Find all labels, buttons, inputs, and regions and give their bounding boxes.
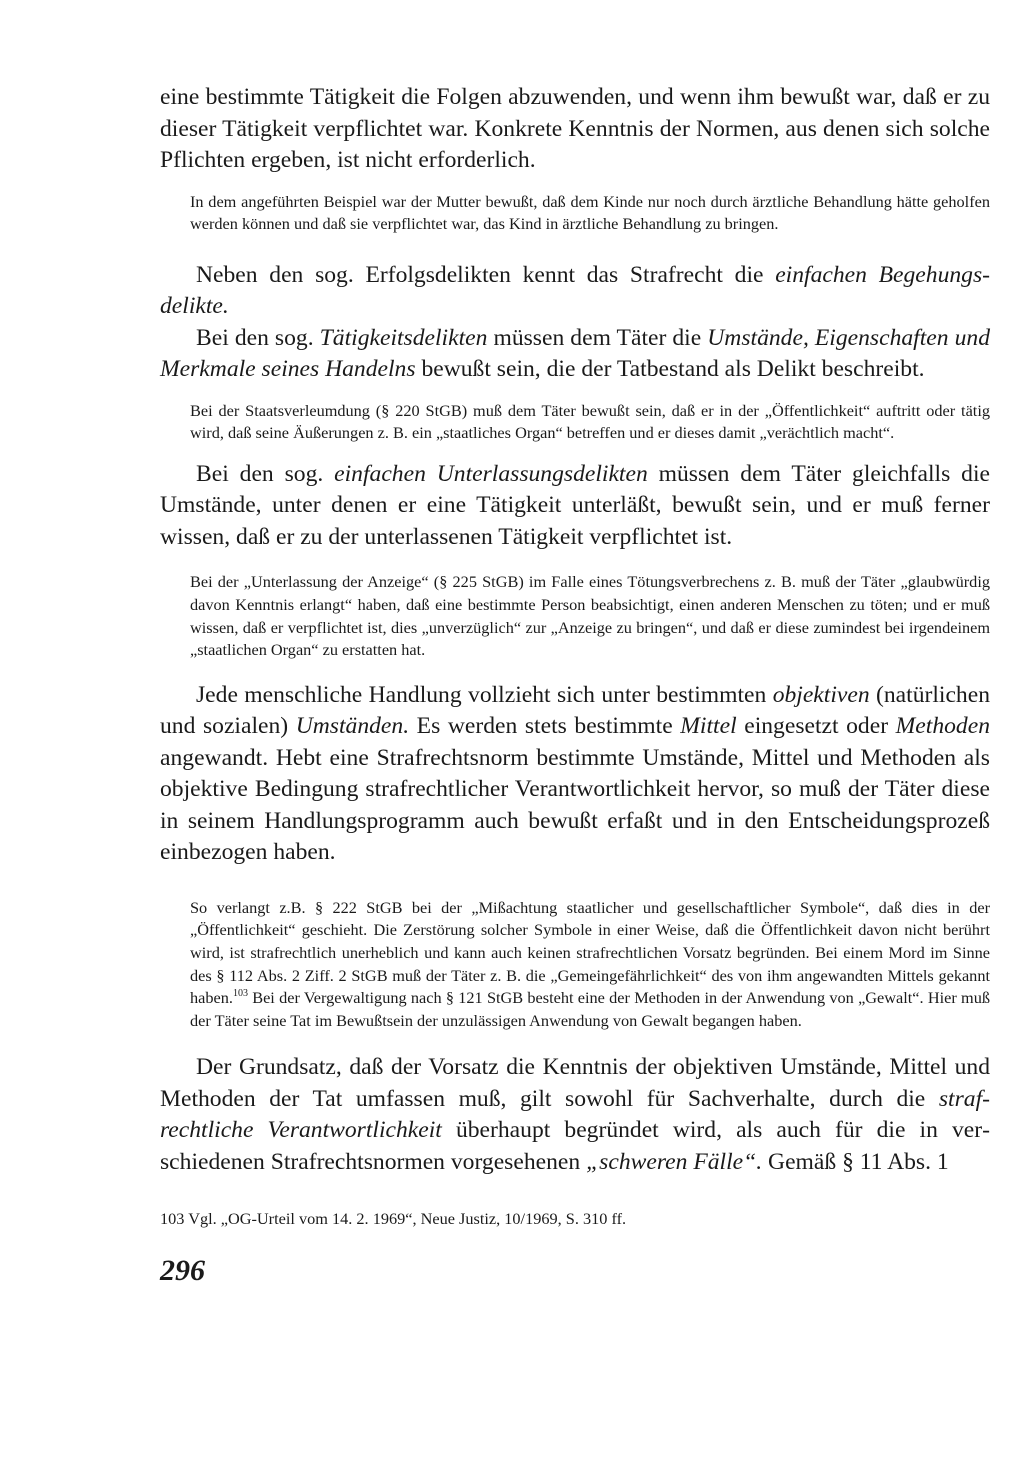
paragraph-5-emphasis-c: Mittel xyxy=(680,713,737,740)
paragraph-3-emphasis-a: Tätigkeitsdelikten xyxy=(319,324,488,351)
paragraph-5 xyxy=(160,680,990,869)
paragraph-6 xyxy=(160,1052,990,1178)
paragraph-2 xyxy=(160,260,990,323)
example-4 xyxy=(190,897,990,1033)
example-3 xyxy=(190,571,990,661)
example-4-text-b: Bei der Vergewaltigung nach § 121 StGB besteht eine der Methoden in der Anwendung von „Gewalt“. Hier muß der Täter seine Tat im Bewußtsein der unzulässigen Anwendung von Gewalt begangen haben. xyxy=(190,988,990,1030)
paragraph-2-text: Neben den sog. Erfolgsdelikten kennt das Strafrecht die xyxy=(196,261,776,288)
example-1 xyxy=(190,191,990,236)
paragraph-4-text-b: müssen dem Täter gleichfalls die Umstände, unter denen er eine Tätigkeit unterläßt, bewußt sein, und er muß ferner wissen, daß er zu der unterlassenen Tätigkeit verpflichtet ist. xyxy=(160,460,990,550)
paragraph-6-emphasis-a: strafrechtliche Verantwortlichkeit xyxy=(160,1085,990,1144)
example-4-text-a: So verlangt z.B. § 222 StGB bei der „Mißachtung staatlicher und gesellschaftlicher Symbole“, daß dies in der „Öffentlichkeit“ geschieht. Die Zerstörung solcher Symbole in einer Weise, daß die Öffentlichkeit davon nicht berührt wird, ist strafrechtlich unerheblich und kann auch keinen strafrechtlichen Vorsatz begründen. Bei einem Mord im Sinne des § 112 Abs. 2 Ziff. 2 StGB muß der Täter z. B. die „Gemeingefährlichkeit“ des von ihm angewandten Mittels gekannt haben. xyxy=(190,897,990,1008)
footnote-reference: 103 xyxy=(232,988,248,1000)
example-3-text: Bei der „Unterlassung der Anzeige“ (§ 225 StGB) im Falle eines Tötungsverbrechens z. B. muß der Täter „glaubwürdig davon Kenntnis erlangt“ haben, daß eine bestimmte Person beabsichtigt, einen anderen Menschen zu töten; und er muß wissen, daß er verpflichtet ist, dies „unverzüglich“ zur „Anzeige zu bringen“, und daß er diese zumindest bei irgendeinem „staatlichen Organ“ zu erstatten hat. xyxy=(190,572,990,660)
paragraph-2-emphasis: einfachen Begehungsdelikte. xyxy=(160,261,990,320)
paragraph-5-text-b: (natürlichen und sozialen) xyxy=(160,681,991,740)
page-number: 296 xyxy=(160,1254,205,1288)
paragraph-3-emphasis-b: Umstände, Eigenschaften und Merkmale seines Handelns xyxy=(160,324,990,383)
paragraph-5-text-d: eingesetzt oder xyxy=(736,713,896,740)
paragraph-6-text-c: Gemäß § 11 Abs. 1 xyxy=(762,1148,949,1175)
paragraph-5-emphasis-d: Methoden xyxy=(895,713,990,740)
paragraph-1-text: eine bestimmte Tätigkeit die Folgen abzuwenden, und wenn ihm bewußt war, daß er zu dieser Tätigkeit verpflichtet war. Konkrete Kenntnis der Normen, aus denen sich solche Pflichten ergeben, ist nicht erforderlich. xyxy=(160,84,990,173)
paragraph-3-text-a: Bei den sog. xyxy=(196,324,320,351)
paragraph-4-text-a: Bei den sog. xyxy=(196,460,335,487)
paragraph-1 xyxy=(160,82,990,177)
paragraph-6-text-b: überhaupt begründet wird, als auch für die in verschiedenen Strafrechtsnormen vorgesehenen xyxy=(160,1117,990,1175)
paragraph-3 xyxy=(160,323,990,386)
paragraph-5-text-a: Jede menschliche Handlung vollzieht sich unter bestimmten xyxy=(196,681,773,708)
footnote-text: 103 Vgl. „OG-Urteil vom 14. 2. 1969“, Neue Justiz, 10/1969, S. 310 ff. xyxy=(160,1209,627,1229)
paragraph-5-emphasis-b: Umständen. xyxy=(295,713,410,740)
document-page xyxy=(160,82,990,1288)
paragraph-6-text-a: Der Grundsatz, daß der Vorsatz die Kenntnis der objektiven Umstände, Mittel und Methoden der Tat umfassen muß, gilt sowohl für Sachverhalte, durch die xyxy=(160,1054,990,1112)
paragraph-5-text-e: angewandt. Hebt eine Strafrechtsnorm bestimmte Umstände, Mittel und Methoden als objektive Bedingung strafrechtlicher Verantwortlichkeit hervor, so muß der Täter diese in seinem Handlungsprogramm auch bewußt erfaßt und in den Entscheidungsprozeß einbezogen haben. xyxy=(160,744,990,866)
example-2-text: Bei der Staatsverleumdung (§ 220 StGB) muß dem Täter bewußt sein, daß er in der „Öffentlichkeit“ auftritt oder tätig wird, daß seine Äußerungen z. B. ein „staatliches Organ“ betreffen und er dieses damit „verächtlich macht“. xyxy=(190,400,990,443)
paragraph-5-emphasis-a: objektiven xyxy=(772,681,870,708)
paragraph-3-text-c: bewußt sein, die der Tatbestand als Delikt beschreibt. xyxy=(415,356,925,383)
paragraph-3-text-b: müssen dem Täter die xyxy=(487,324,708,351)
paragraph-6-emphasis-b: „schweren Fälle“. xyxy=(586,1148,763,1175)
footnote xyxy=(160,1208,990,1230)
example-2 xyxy=(190,400,990,445)
paragraph-5-text-c: Es werden stets bestimmte xyxy=(409,713,681,740)
paragraph-4 xyxy=(160,459,990,554)
example-1-text: In dem angeführten Beispiel war der Mutter bewußt, daß dem Kinde nur noch durch ärztliche Behandlung hätte geholfen werden können und daß sie verpflichtet war, das Kind in ärztliche Behandlung zu bringen. xyxy=(190,191,990,234)
paragraph-4-emphasis: einfachen Unterlassungsdelikten xyxy=(334,460,648,487)
